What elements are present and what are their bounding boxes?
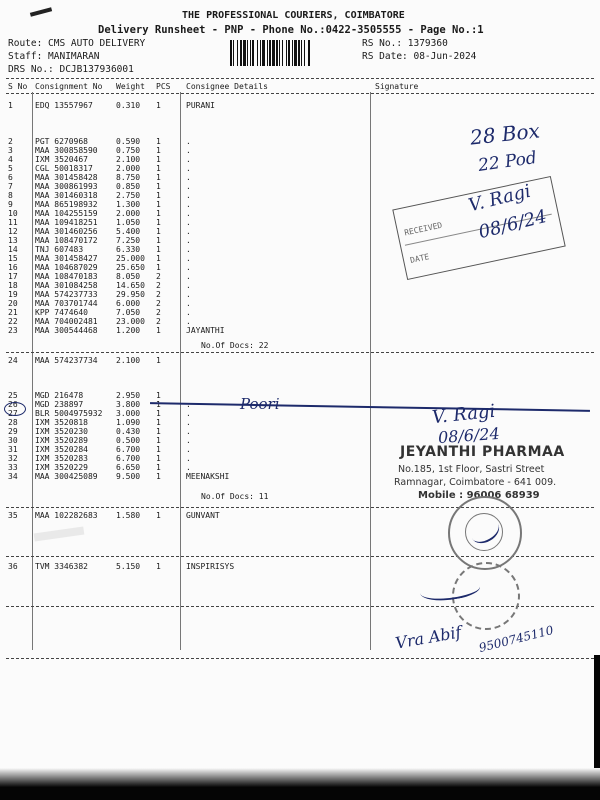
row-weight: 6.700: [116, 454, 141, 463]
row-details: GUNVANT: [186, 511, 220, 520]
row-consignment: MAA 704002481: [35, 317, 98, 326]
scan-edge-bottom: [0, 768, 600, 800]
row-sno: 2: [8, 137, 13, 146]
row-weight: 5.400: [116, 227, 141, 236]
row-details: .: [186, 227, 191, 236]
row-pcs: 1: [156, 400, 161, 409]
row-consignment: MAA 104255159: [35, 209, 98, 218]
barcode-bar: [298, 40, 300, 66]
row-pcs: 2: [156, 281, 161, 290]
col-details: Consignee Details: [186, 82, 268, 91]
row-pcs: 1: [156, 463, 161, 472]
row-sno: 12: [8, 227, 18, 236]
row-sno: 4: [8, 155, 13, 164]
row-details: .: [186, 299, 191, 308]
row-consignment: EDQ 13557967: [35, 101, 93, 110]
row-sno: 22: [8, 317, 18, 326]
row-sno: 10: [8, 209, 18, 218]
col-pcs: PCS: [156, 82, 171, 91]
row-sno: 9: [8, 200, 13, 209]
row-details: .: [186, 272, 191, 281]
row-sno: 21: [8, 308, 18, 317]
col-sno: S No: [8, 82, 28, 91]
row-weight: 0.750: [116, 146, 141, 155]
row-consignment: TVM 3346382: [35, 562, 88, 571]
barcode-bar: [308, 40, 310, 66]
row-details: .: [186, 263, 191, 272]
row-weight: 2.100: [116, 155, 141, 164]
row-details: INSPIRISYS: [186, 562, 235, 571]
barcode-bar: [252, 40, 254, 66]
row-weight: 2.000: [116, 209, 141, 218]
column-header: [0, 82, 600, 92]
row-pcs: 1: [156, 137, 161, 146]
signature-2: V. Ragi: [431, 400, 497, 429]
barcode-bar: [243, 40, 246, 66]
row-sno: 30: [8, 436, 18, 445]
row-pcs: 1: [156, 418, 161, 427]
row-pcs: 1: [156, 445, 161, 454]
row-details: .: [186, 254, 191, 263]
row-consignment: MAA 301460256: [35, 227, 98, 236]
row-weight: 2.950: [116, 391, 141, 400]
row-weight: 2.000: [116, 164, 141, 173]
barcode-bar: [286, 40, 287, 66]
row-consignment: MAA 703701744: [35, 299, 98, 308]
pod-note: 22 Pod: [476, 147, 539, 177]
barcode-bar: [250, 40, 251, 66]
row-sno: 13: [8, 236, 18, 245]
row-pcs: 1: [156, 263, 161, 272]
row-pcs: 1: [156, 454, 161, 463]
row-weight: 14.650: [116, 281, 145, 290]
row-pcs: 1: [156, 209, 161, 218]
table-row: [0, 101, 600, 111]
stamp-line-2: No.185, 1st Floor, Sastri Street: [398, 464, 545, 475]
row-sno: 32: [8, 454, 18, 463]
row-sno: 35: [8, 511, 18, 520]
row-weight: 2.100: [116, 356, 141, 365]
table-row: [0, 562, 600, 572]
row-pcs: 1: [156, 101, 161, 110]
barcode-bar: [237, 40, 238, 66]
row-pcs: 1: [156, 227, 161, 236]
row-consignment: MAA 104687029: [35, 263, 98, 272]
phone-note: 9500745110: [477, 622, 555, 656]
row-weight: 5.150: [116, 562, 141, 571]
row-consignment: IXM 3520818: [35, 418, 88, 427]
row-details: .: [186, 191, 191, 200]
row-details: JAYANTHI: [186, 326, 225, 335]
row-weight: 1.200: [116, 326, 141, 335]
row-details: .: [186, 463, 191, 472]
received-label: RECEIVED: [403, 220, 444, 238]
row-weight: 7.250: [116, 236, 141, 245]
row-weight: 23.000: [116, 317, 145, 326]
route-label: Route: CMS AUTO DELIVERY: [8, 38, 146, 49]
signature-1: V. Ragi: [466, 180, 533, 217]
row-sno: 6: [8, 173, 13, 182]
row-pcs: 2: [156, 299, 161, 308]
row-sno: 34: [8, 472, 18, 481]
row-details: .: [186, 146, 191, 155]
barcode-bar: [282, 40, 283, 66]
circled-row-marker: [4, 402, 26, 416]
row-details: .: [186, 436, 191, 445]
row-consignment: MAA 108470172: [35, 236, 98, 245]
row-consignment: IXM 3520283: [35, 454, 88, 463]
row-weight: 6.000: [116, 299, 141, 308]
barcode-bar: [294, 40, 297, 66]
row-consignment: MGD 216478: [35, 391, 84, 400]
row-details: .: [186, 317, 191, 326]
group-rule-1: [6, 352, 594, 353]
row-pcs: 1: [156, 511, 161, 520]
row-consignment: MAA 109418251: [35, 218, 98, 227]
row-pcs: 1: [156, 200, 161, 209]
stamp-line-1: JEYANTHI PHARMAA: [400, 444, 565, 460]
sign-date-1: 08/6/24: [476, 205, 549, 244]
row-weight: 3.000: [116, 409, 141, 418]
row-sno: 25: [8, 391, 18, 400]
row-consignment: MAA 301084258: [35, 281, 98, 290]
row-weight: 1.090: [116, 418, 141, 427]
row-details: .: [186, 445, 191, 454]
row-sno: 14: [8, 245, 18, 254]
barcode-bar: [240, 40, 242, 66]
table-row: [0, 326, 600, 336]
barcode-bar: [247, 40, 248, 66]
row-weight: 1.580: [116, 511, 141, 520]
rs-number: RS No.: 1379360: [362, 38, 448, 49]
row-details: .: [186, 400, 191, 409]
row-weight: 0.850: [116, 182, 141, 191]
row-pcs: 1: [156, 472, 161, 481]
docs-count-1: No.Of Docs: 22: [201, 341, 269, 350]
row-pcs: 1: [156, 173, 161, 182]
row-details: .: [186, 137, 191, 146]
row-consignment: MAA 301458427: [35, 254, 98, 263]
header-rule-top: [6, 78, 594, 79]
barcode-bar: [288, 40, 290, 66]
row-consignment: KPP 7474640: [35, 308, 88, 317]
row-pcs: 1: [156, 164, 161, 173]
row-sno: 33: [8, 463, 18, 472]
row-consignment: IXM 3520284: [35, 445, 88, 454]
row-consignment: MAA 301458428: [35, 173, 98, 182]
row-consignment: IXM 3520467: [35, 155, 88, 164]
row-consignment: MAA 300544468: [35, 326, 98, 335]
row-consignment: MAA 300425089: [35, 472, 98, 481]
row-sno: 26: [8, 400, 18, 409]
row-pcs: 2: [156, 308, 161, 317]
row-pcs: 1: [156, 254, 161, 263]
row-consignment: MAA 301460318: [35, 191, 98, 200]
scrawl-text: Poori: [240, 395, 280, 413]
col-weight: Weight: [116, 82, 145, 91]
row-details: .: [186, 290, 191, 299]
header-rule-bottom: [6, 93, 594, 94]
row-sno: 31: [8, 445, 18, 454]
row-pcs: 1: [156, 436, 161, 445]
row-details: .: [186, 173, 191, 182]
row-pcs: 1: [156, 409, 161, 418]
row-sno: 19: [8, 290, 18, 299]
row-sno: 16: [8, 263, 18, 272]
date-label: DATE: [409, 252, 431, 265]
row-pcs: 1: [156, 562, 161, 571]
row-pcs: 1: [156, 182, 161, 191]
row-details: .: [186, 236, 191, 245]
drs-number: DRS No.: DCJB137936001: [8, 64, 134, 75]
scan-smudge: [34, 527, 85, 542]
row-consignment: MAA 102282683: [35, 511, 98, 520]
barcode-bar: [260, 40, 261, 66]
row-weight: 3.800: [116, 400, 141, 409]
row-weight: 8.050: [116, 272, 141, 281]
row-pcs: 1: [156, 427, 161, 436]
row-sno: 11: [8, 218, 18, 227]
row-details: .: [186, 182, 191, 191]
row-sno: 20: [8, 299, 18, 308]
row-weight: 25.000: [116, 254, 145, 263]
row-weight: 8.750: [116, 173, 141, 182]
rs-date: RS Date: 08-Jun-2024: [362, 51, 477, 62]
stamp-line-4: Mobile : 96006 68939: [418, 490, 540, 501]
row-sno: 28: [8, 418, 18, 427]
row-details: .: [186, 308, 191, 317]
row-sno: 23: [8, 326, 18, 335]
row-pcs: 1: [156, 218, 161, 227]
row-consignment: MAA 574237733: [35, 290, 98, 299]
row-details: .: [186, 418, 191, 427]
row-sno: 1: [8, 101, 13, 110]
barcode-bar: [304, 40, 305, 66]
row-details: .: [186, 409, 191, 418]
row-consignment: BLR 5004975932: [35, 409, 103, 418]
col-consignment: Consignment No: [35, 82, 103, 91]
row-pcs: 1: [156, 391, 161, 400]
row-consignment: MAA 300861993: [35, 182, 98, 191]
barcode-bar: [262, 40, 265, 66]
row-consignment: MAA 865198932: [35, 200, 98, 209]
row-pcs: 1: [156, 146, 161, 155]
barcode-bar: [233, 40, 234, 66]
table-row: [0, 356, 600, 366]
row-details: .: [186, 427, 191, 436]
barcode-bar: [301, 40, 302, 66]
barcode: [230, 40, 358, 66]
group-rule-5: [6, 658, 594, 659]
staff-label: Staff: MANIMARAN: [8, 51, 100, 62]
barcode-bar: [267, 40, 268, 66]
row-sno: 7: [8, 182, 13, 191]
row-details: .: [186, 245, 191, 254]
row-weight: 6.330: [116, 245, 141, 254]
row-weight: 0.590: [116, 137, 141, 146]
row-weight: 6.650: [116, 463, 141, 472]
row-weight: 9.500: [116, 472, 141, 481]
row-pcs: 2: [156, 290, 161, 299]
barcode-bar: [272, 40, 275, 66]
row-consignment: MAA 300858590: [35, 146, 98, 155]
row-sno: 18: [8, 281, 18, 290]
row-consignment: MAA 574237734: [35, 356, 98, 365]
barcode-bar: [230, 40, 232, 66]
barcode-bar: [269, 40, 271, 66]
row-details: MEENAKSHI: [186, 472, 230, 481]
row-consignment: CGL 50018317: [35, 164, 93, 173]
row-consignment: IXM 3520289: [35, 436, 88, 445]
row-consignment: MAA 108470183: [35, 272, 98, 281]
row-sno: 24: [8, 356, 18, 365]
row-weight: 1.050: [116, 218, 141, 227]
row-details: PURANI: [186, 101, 215, 110]
col-signature: Signature: [375, 82, 419, 91]
row-sno: 36: [8, 562, 18, 571]
row-consignment: IXM 3520229: [35, 463, 88, 472]
row-pcs: 2: [156, 317, 161, 326]
row-details: .: [186, 281, 191, 290]
row-consignment: TNJ 607483: [35, 245, 84, 254]
docs-count-2: No.Of Docs: 11: [201, 492, 269, 501]
row-pcs: 1: [156, 236, 161, 245]
barcode-bar: [257, 40, 258, 66]
row-weight: 6.700: [116, 445, 141, 454]
row-weight: 25.650: [116, 263, 145, 272]
row-weight: 0.500: [116, 436, 141, 445]
runsheet-subtitle: Delivery Runsheet - PNP - Phone No.:0422-3505555 - Page No.:1: [98, 24, 484, 36]
row-weight: 7.050: [116, 308, 141, 317]
row-details: .: [186, 454, 191, 463]
sign-date-2: 08/6/24: [437, 423, 501, 448]
row-consignment: MGD 238897: [35, 400, 84, 409]
scan-mark: [30, 7, 52, 17]
row-pcs: 1: [156, 326, 161, 335]
stamp-line-3: Ramnagar, Coimbatore - 641 009.: [394, 477, 557, 488]
row-details: .: [186, 209, 191, 218]
row-consignment: PGT 6270968: [35, 137, 88, 146]
row-pcs: 2: [156, 272, 161, 281]
row-pcs: 1: [156, 356, 161, 365]
row-weight: 2.750: [116, 191, 141, 200]
company-title: THE PROFESSIONAL COURIERS, COIMBATORE: [182, 10, 405, 21]
row-consignment: IXM 3520230: [35, 427, 88, 436]
row-weight: 29.950: [116, 290, 145, 299]
barcode-bar: [292, 40, 293, 66]
row-sno: 29: [8, 427, 18, 436]
row-pcs: 1: [156, 155, 161, 164]
row-details: .: [186, 155, 191, 164]
row-weight: 1.300: [116, 200, 141, 209]
row-weight: 0.430: [116, 427, 141, 436]
row-details: .: [186, 164, 191, 173]
barcode-bar: [276, 40, 278, 66]
row-details: .: [186, 218, 191, 227]
row-pcs: 1: [156, 191, 161, 200]
row-weight: 0.310: [116, 101, 141, 110]
row-sno: 3: [8, 146, 13, 155]
row-sno: 17: [8, 272, 18, 281]
signature-3: Vra Abif: [393, 622, 463, 653]
row-pcs: 1: [156, 245, 161, 254]
row-sno: 5: [8, 164, 13, 173]
boxes-note: 28 Box: [468, 118, 541, 150]
row-details: .: [186, 200, 191, 209]
row-sno: 15: [8, 254, 18, 263]
row-sno: 8: [8, 191, 13, 200]
row-sno: 27: [8, 409, 18, 418]
barcode-bar: [279, 40, 280, 66]
